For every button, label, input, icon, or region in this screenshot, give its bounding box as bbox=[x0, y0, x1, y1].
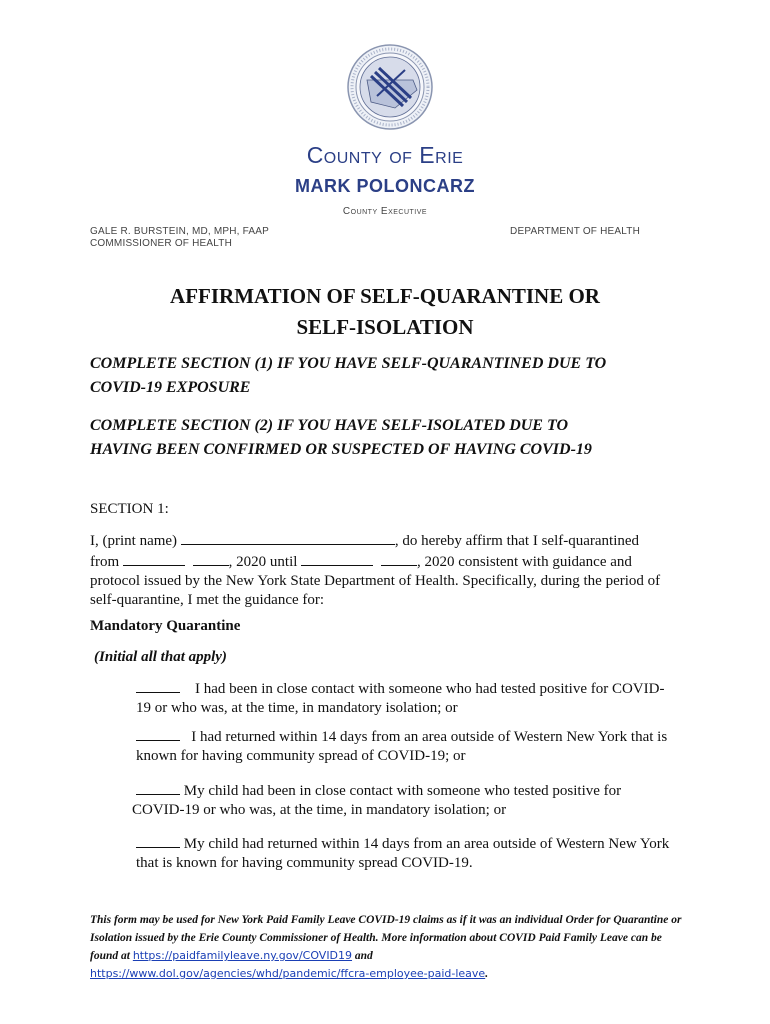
instruction-2-line-2: HAVING BEEN CONFIRMED OR SUSPECTED OF HAVING COVID-19 bbox=[90, 441, 592, 458]
initial-field-3[interactable] bbox=[136, 780, 180, 795]
initial-field-2[interactable] bbox=[136, 726, 180, 741]
instruction-1-line-2: COVID-19 EXPOSURE bbox=[90, 379, 251, 396]
option-returned-travel: I had returned within 14 days from an area outside of Western New York that is known for having community spread of COVID-19; or bbox=[136, 726, 686, 766]
initial-field-1[interactable] bbox=[136, 678, 180, 693]
executive-title: County Executive bbox=[342, 206, 428, 217]
dol-ffcra-link[interactable]: https://www.dol.gov/agencies/whd/pandemic/ffcra-employee-paid-leave bbox=[90, 967, 486, 980]
document-title bbox=[0, 281, 770, 343]
instruction-section-2 bbox=[90, 414, 690, 462]
mandatory-quarantine-heading: Mandatory Quarantine bbox=[90, 618, 241, 634]
initial-field-4[interactable] bbox=[136, 833, 180, 848]
commissioner-name: GALE R. BURSTEIN, MD, MPH, FAAP bbox=[90, 226, 270, 237]
instruction-2-line-1: COMPLETE SECTION (2) IF YOU HAVE SELF-ISOLATED DUE TO bbox=[90, 417, 569, 434]
title-line-2: SELF-ISOLATION bbox=[296, 315, 474, 339]
commissioner-title: COMMISSIONER OF HEALTH bbox=[90, 238, 233, 249]
option-child-travel: My child had returned within 14 days from an area outside of Western New York that is known for having community spread COVID-19. bbox=[136, 833, 686, 873]
initial-note: (Initial all that apply) bbox=[94, 649, 227, 665]
until-month-field[interactable] bbox=[301, 551, 373, 566]
commissioner-block bbox=[90, 226, 269, 250]
paid-family-leave-link[interactable]: https://paidfamilyleave.ny.gov/COVID19 bbox=[132, 949, 353, 962]
instruction-section-1 bbox=[90, 352, 690, 400]
county-name: County of Erie bbox=[306, 142, 464, 168]
executive-name: MARK POLONCARZ bbox=[295, 176, 475, 196]
option-child-contact: My child had been in close contact with someone who tested positive for COVID-19 or who was, at the time, in mandatory isolation; or bbox=[132, 780, 682, 820]
county-seal-logo bbox=[347, 44, 433, 130]
from-day-field[interactable] bbox=[193, 551, 229, 566]
instruction-1-line-1: COMPLETE SECTION (1) IF YOU HAVE SELF-QUARANTINED DUE TO bbox=[90, 355, 607, 372]
option-close-contact: I had been in close contact with someone who had tested positive for COVID- 19 or who was, at the time, in mandatory isolation; or bbox=[136, 678, 686, 718]
footer-note: This form may be used for New York Paid Family Leave COVID-19 claims as if it was an individual Order for Quarantine or Isolation issued by the Erie County Commissioner of Health. More information about COVID Paid Family Leave can be found at https://paidfamilyleave.ny.gov/COVID19 and https://www.dol.gov/agencies/whd/pandemic/ffcra-employee-paid-leave. bbox=[90, 914, 682, 980]
until-day-field[interactable] bbox=[381, 551, 417, 566]
from-month-field[interactable] bbox=[123, 551, 185, 566]
affirmation-paragraph: I, (print name) , do hereby affirm that I self-quarantined from , 2020 until , 2020 consistent with guidance and protocol issued by the New York State Department of Health. Specifically, during the period of self-quarantine, I met the guidance for: bbox=[90, 530, 690, 610]
section-1-heading: SECTION 1: bbox=[90, 501, 169, 517]
title-line-1: AFFIRMATION OF SELF-QUARANTINE OR bbox=[170, 284, 600, 308]
department-name: DEPARTMENT OF HEALTH bbox=[510, 226, 640, 237]
print-name-field[interactable] bbox=[181, 530, 395, 545]
